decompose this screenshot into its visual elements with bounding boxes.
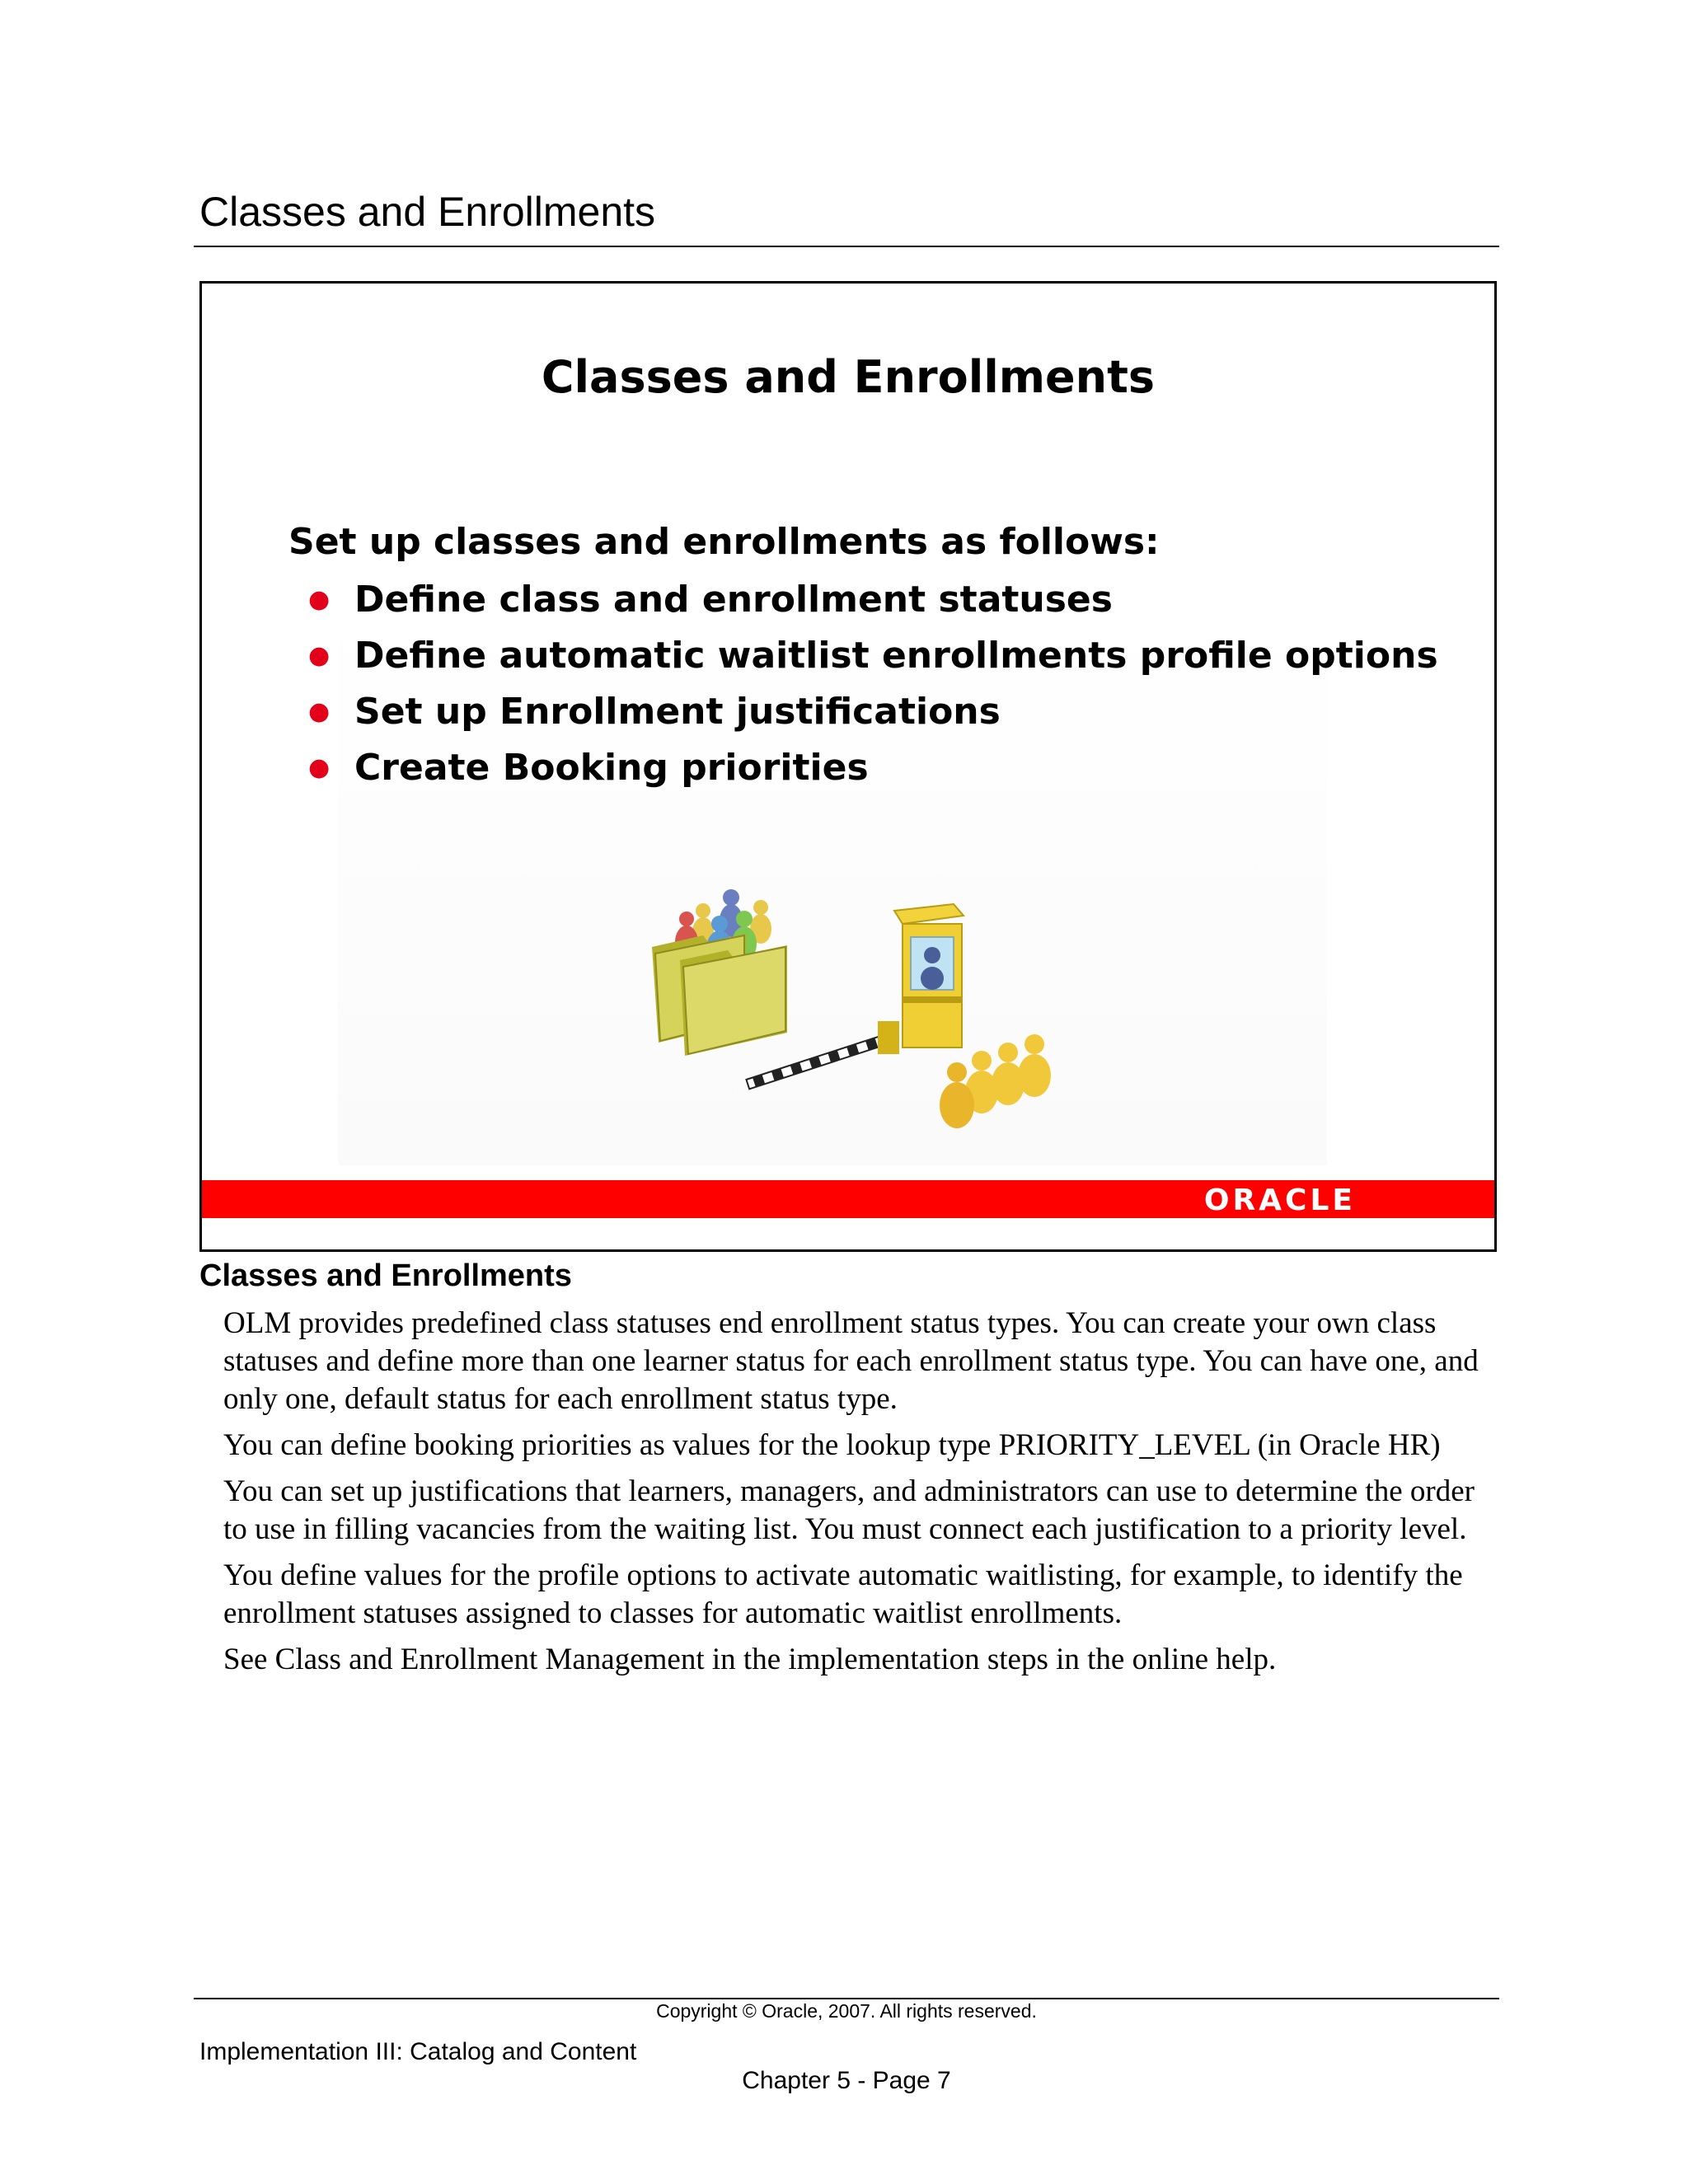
slide-bullet	[288, 633, 1438, 689]
notes-paragraph: OLM provides predefined class statuses end enrollment status types. You can create your own class statuses and define more than one learner status for each enrollment status type. You can have one, and only one, default status for each enrollment status type.	[223, 1306, 1479, 1416]
slide-bullet-text: Define class and enrollment statuses	[354, 579, 1113, 621]
oracle-footer-bar	[202, 1180, 1494, 1218]
slide-bullet-text: Create Booking priorities	[354, 747, 869, 789]
notes-paragraph: You define values for the profile options to activate automatic waitlisting, for example, to identify the enrollment statuses assigned to classes for automatic waitlist enrollments.	[223, 1558, 1463, 1630]
notes-paragraph: You can set up justifications that learners, managers, and administrators can use to determine the order to use in filling vacancies from the waiting list. You must connect each justification to a priority level.	[223, 1474, 1475, 1546]
people-folder-icon	[652, 889, 787, 1056]
bullet-dot-icon: ●	[308, 697, 331, 726]
enrollment-illustration	[631, 881, 1092, 1145]
slide-image	[199, 281, 1497, 1252]
oracle-logo: ORACLE	[1203, 1183, 1356, 1217]
slide-bullet	[288, 577, 1438, 633]
bullet-dot-icon: ●	[308, 641, 331, 670]
slide-bullet-text: Define automatic waitlist enrollments profile options	[354, 635, 1438, 677]
notes-paragraph: You can define booking priorities as values for the lookup type PRIORITY_LEVEL (in Oracle HR)	[223, 1428, 1441, 1462]
learners-group-icon	[940, 1034, 1051, 1128]
notes-paragraph: See Class and Enrollment Management in the implementation steps in the online help.	[223, 1643, 1277, 1676]
footer-divider	[194, 1998, 1499, 1999]
notes-body	[223, 1305, 1493, 1687]
slide-bullet-text: Set up Enrollment justifications	[354, 691, 1001, 733]
page-number: Chapter 5 - Page 7	[742, 2067, 951, 2094]
page-title: Classes and Enrollments	[199, 189, 656, 235]
bullet-dot-icon: ●	[308, 585, 331, 614]
copyright-notice: Copyright © Oracle, 2007. All rights reserved.	[656, 2000, 1037, 2022]
slide-bullet	[288, 745, 1438, 801]
course-name: Implementation III: Catalog and Content	[199, 2038, 637, 2065]
gatekeeper-booth-icon	[894, 904, 964, 1047]
slide-bullet	[288, 689, 1438, 745]
slide-intro: Set up classes and enrollments as follows:	[288, 521, 1160, 563]
bullet-dot-icon: ●	[308, 753, 331, 782]
notes-heading: Classes and Enrollments	[199, 1258, 572, 1293]
slide-bullet-list	[288, 577, 1438, 801]
title-divider	[194, 246, 1499, 247]
slide-title: Classes and Enrollments	[541, 351, 1156, 403]
